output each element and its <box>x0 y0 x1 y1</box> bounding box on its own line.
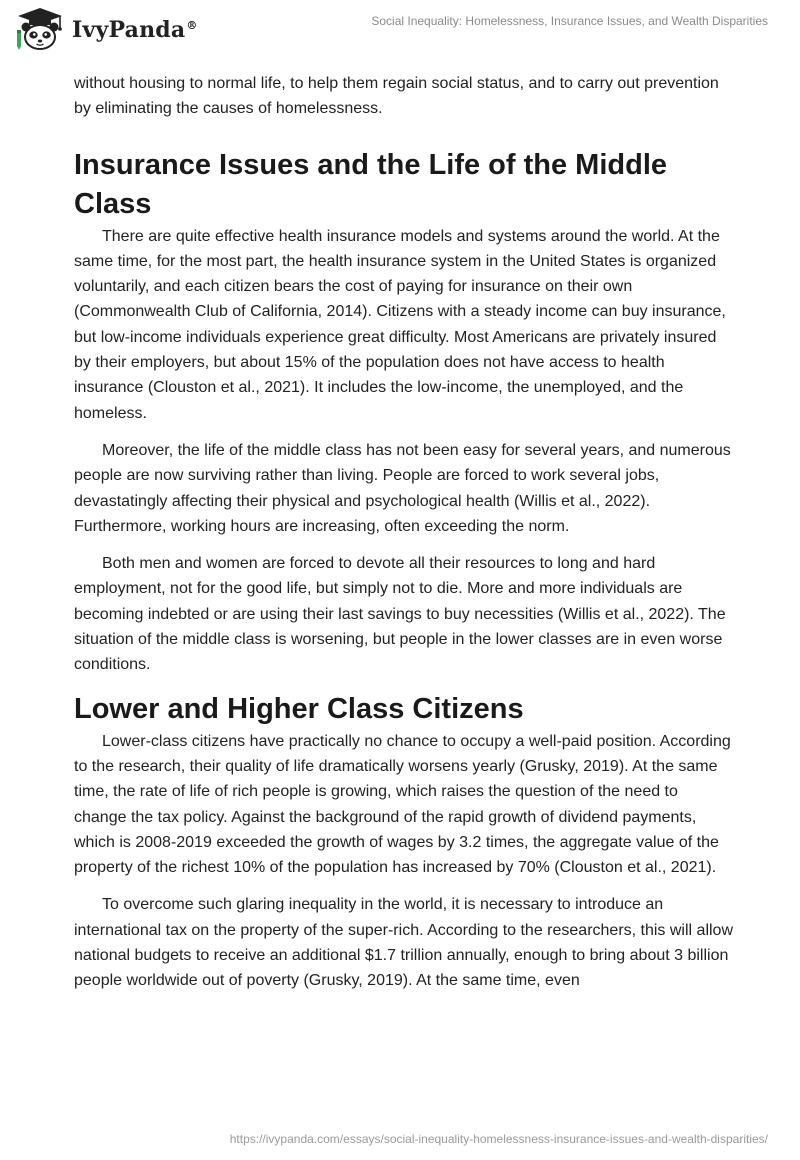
panda-graduate-icon <box>14 6 66 52</box>
essay-body <box>74 71 734 1006</box>
logo[interactable] <box>14 6 198 52</box>
paragraph: Both men and women are forced to devote all their resources to long and hard employment, not for the good life, but simply not to die. More and more individuals are becoming indebted or are using their last savings to buy necessities (Willis et al., 2022). The situation of the middle class is worsening, but people in the lower classes are in even worse conditions. <box>74 555 726 674</box>
document-title: Social Inequality: Homelessness, Insurance Issues, and Wealth Disparities <box>371 14 768 28</box>
paragraph: There are quite effective health insurance models and systems around the world. At the same time, for the most part, the health insurance system in the United States is organized voluntarily, and each citizen bears the cost of paying for insurance on their own (Commonwealth Club of California, 2014). Citizens with a steady income can buy insurance, but low-income individuals experience great difficulty. Most Americans are privately insured by their employers, but about 15% of the population does not have access to health insurance (Clouston et al., 2021). It includes the low-income, the unemployed, and the homeless. <box>74 227 726 422</box>
source-url[interactable]: https://ivypanda.com/essays/social-inequality-homelessness-insurance-issues-and-wealth-disparities/ <box>229 1132 768 1146</box>
section-heading-insurance: Insurance Issues and the Life of the Middle Class <box>74 148 667 220</box>
paragraph: To overcome such glaring inequality in the world, it is necessary to introduce an international tax on the property of the super-rich. According to the researchers, this will allow national budgets to receive an additional $1.7 trillion annually, enough to bring about 3 billion people worldwide out of poverty (Grusky, 2019). At the same time, even <box>74 896 733 990</box>
page-header <box>0 0 800 60</box>
paragraph: Moreover, the life of the middle class has not been easy for several years, and numerous people are now surviving rather than living. People are forced to work several jobs, devastatingly affecting their physical and psychological health (Willis et al., 2022). Furthermore, working hours are increasing, often exceeding the norm. <box>74 441 731 535</box>
paragraph: Lower-class citizens have practically no chance to occupy a well-paid position. According to the research, their quality of life dramatically worsens yearly (Grusky, 2019). At the same time, the rate of life of rich people is growing, which raises the question of the need to change the tax policy. Against the background of the rapid growth of dividend payments, which is 2008-2019 exceeded the growth of wages by 3.2 times, the aggregate value of the property of the richest 10% of the population has increased by 70% (Clouston et al., 2021). <box>74 732 731 877</box>
logo-wordmark: IvyPanda® <box>72 17 198 43</box>
section-heading-classes: Lower and Higher Class Citizens <box>74 692 524 725</box>
intro-continuation-paragraph: without housing to normal life, to help them regain social status, and to carry out prevention by eliminating the causes of homelessness. <box>74 75 719 118</box>
